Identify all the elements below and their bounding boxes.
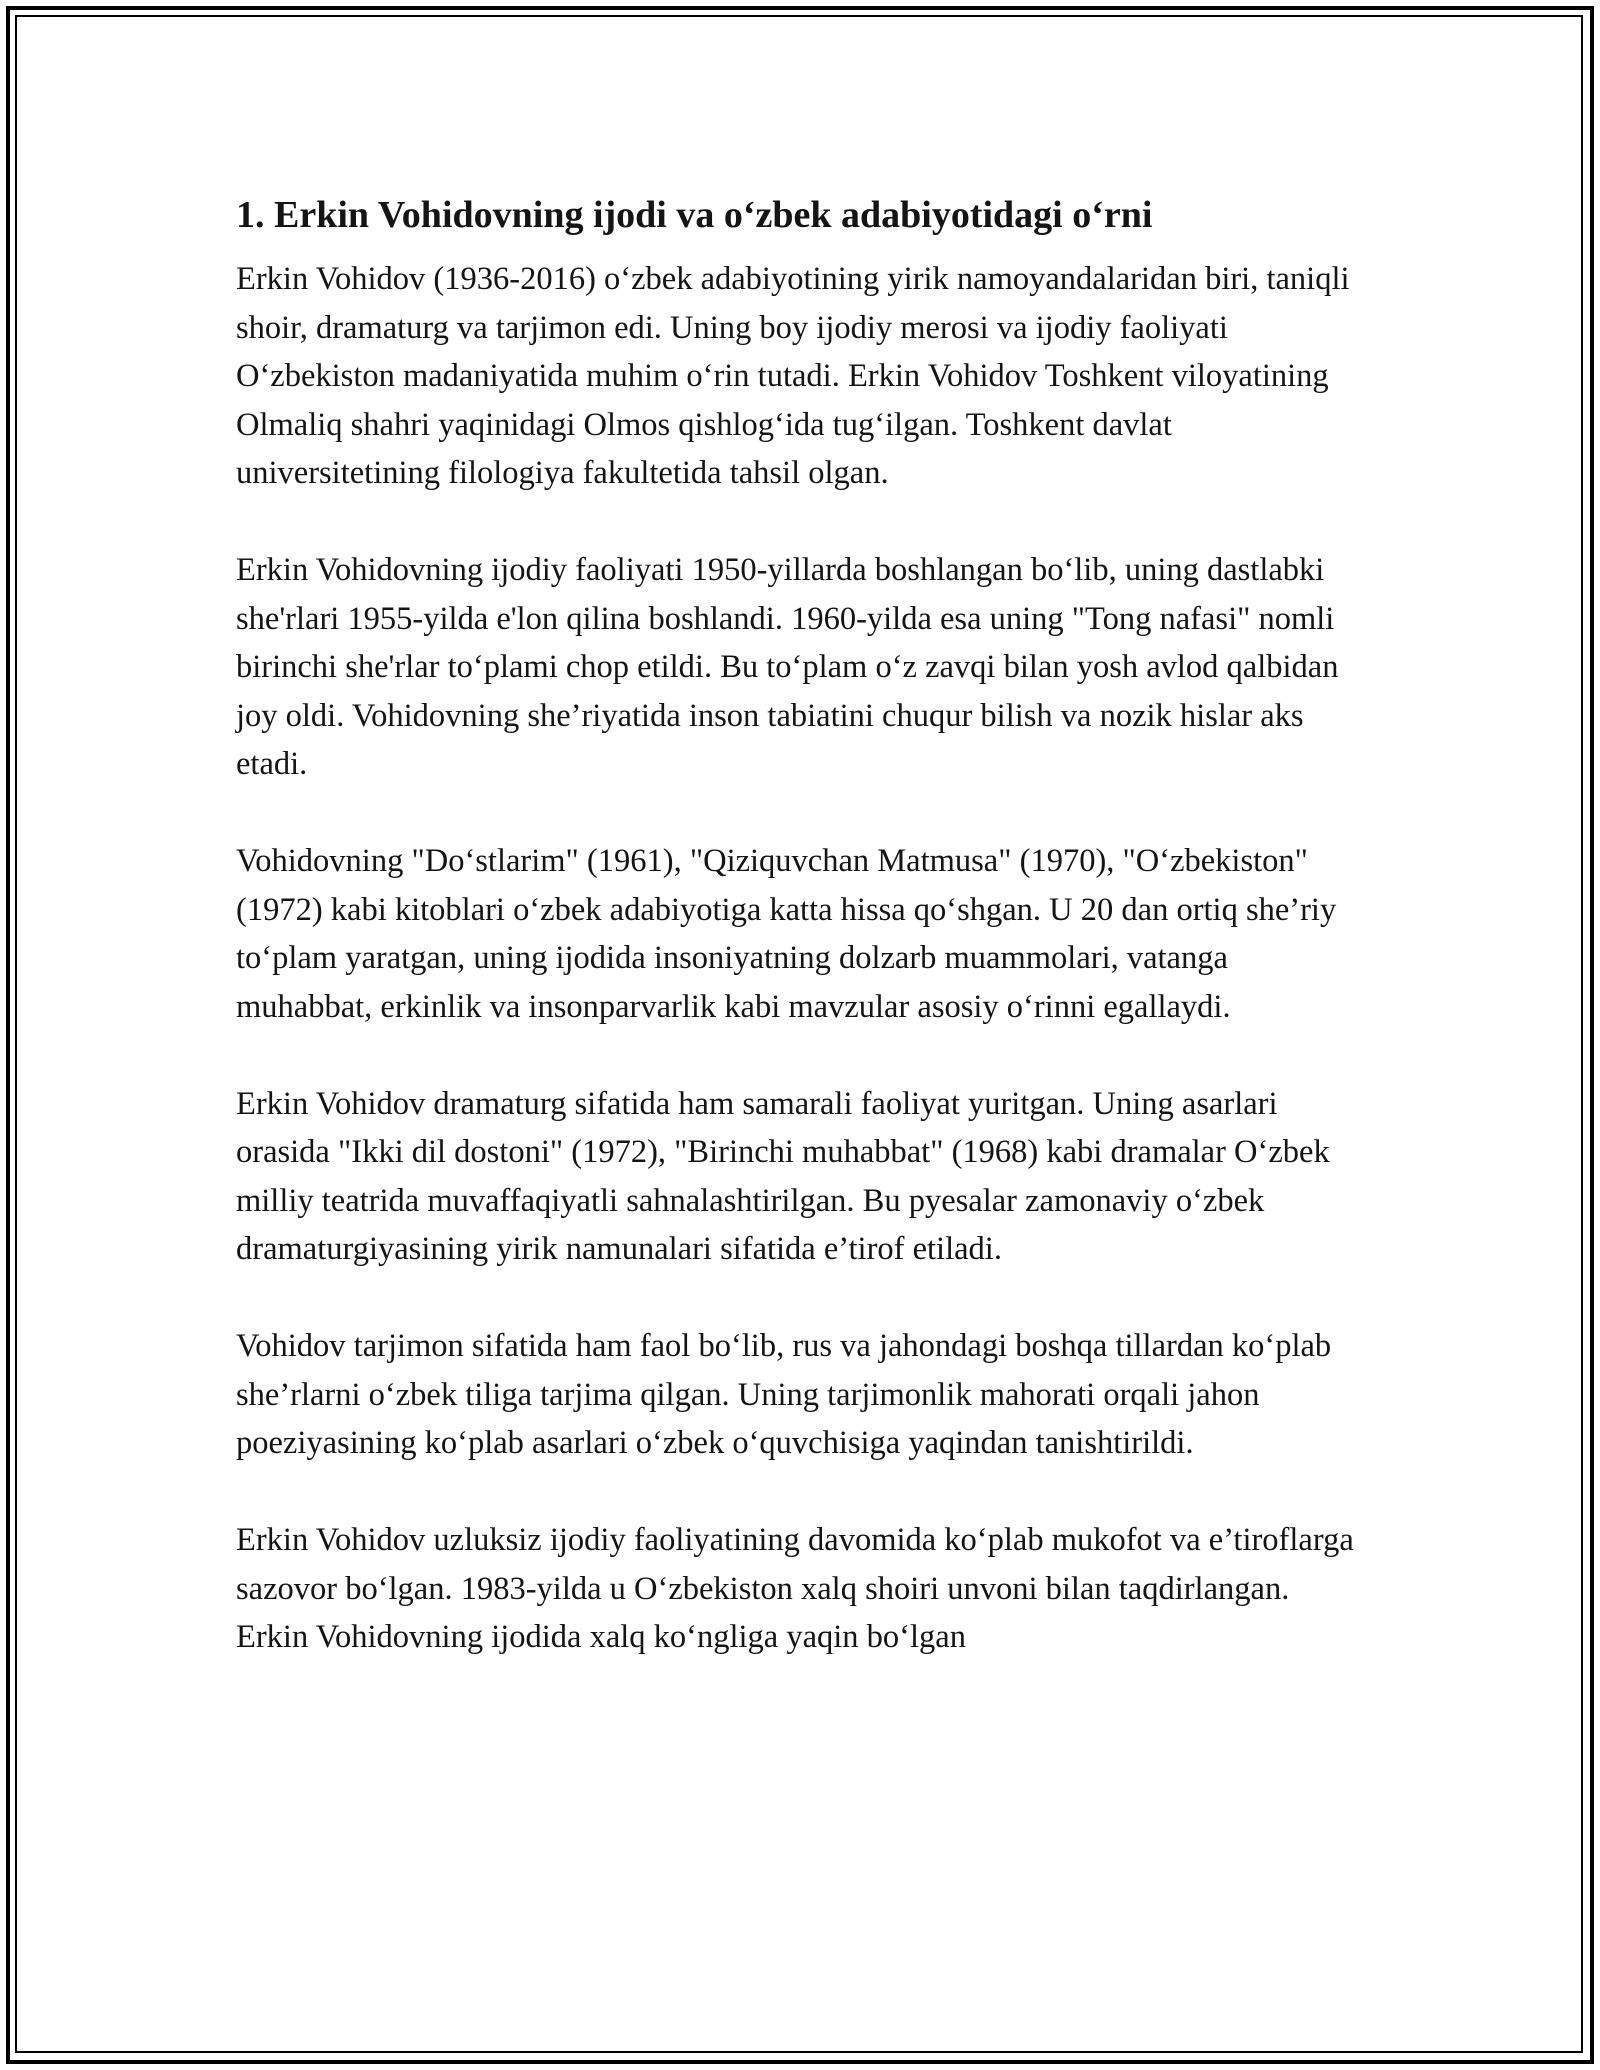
paragraph-awards: Erkin Vohidov uzluksiz ijodiy faoliyatining davomida ko‘plab mukofot va e’tiroflarga sazovor bo‘lgan. 1983-yilda u O‘zbekiston xalq shoiri unvoni bilan taqdirlangan. Erkin Vohidovning ijodida xalq ko‘ngliga yaqin bo‘lgan — [236, 1522, 1354, 1655]
paragraph-biography: Erkin Vohidov (1936-2016) o‘zbek adabiyotining yirik namoyandalaridan biri, taniqli shoir, dramaturg va tarjimon edi. Uning boy ijodiy merosi va ijodiy faoliyati O‘zbekiston madaniyatida muhim o‘rin tutadi. Erkin Vohidov Toshkent viloyatining Olmaliq shahri yaqinidagi Olmos qishlog‘ida tug‘ilgan. Toshkent davlat universitetining filologiya fakultetida tahsil olgan. — [236, 261, 1350, 491]
document-body — [236, 187, 1366, 1662]
paragraph-books: Vohidovning "Do‘stlarim" (1961), "Qiziquvchan Matmusa" (1970), "O‘zbekiston" (1972) kabi kitoblari o‘zbek adabiyotiga katta hissa qo‘shgan. U 20 dan ortiq she’riy to‘plam yaratgan, uning ijodida insoniyatning dolzarb muammolari, vatanga muhabbat, erkinlik va insonparvarlik kabi mavzular asosiy o‘rinni egallaydi. — [236, 843, 1337, 1025]
paragraph-drama: Erkin Vohidov dramaturg sifatida ham samarali faoliyat yuritgan. Uning asarlari orasida "Ikki dil dostoni" (1972), "Birinchi muhabbat" (1968) kabi dramalar O‘zbek milliy teatrida muvaffaqiyatli sahnalashtirilgan. Bu pyesalar zamonaviy o‘zbek dramaturgiyasining yirik namunalari sifatida e’tirof etiladi. — [236, 1085, 1330, 1267]
paragraph-translation: Vohidov tarjimon sifatida ham faol bo‘lib, rus va jahondagi boshqa tillardan ko‘plab she’rlarni o‘zbek tiliga tarjima qilgan. Uning tarjimonlik mahorati orqali jahon poeziyasining ko‘plab asarlari o‘zbek o‘quvchisiga yaqindan tanishtirildi. — [236, 1328, 1332, 1461]
paragraph-early-career: Erkin Vohidovning ijodiy faoliyati 1950-yillarda boshlangan bo‘lib, uning dastlabki she'rlari 1955-yilda e'lon qilina boshlandi. 1960-yilda esa uning "Tong nafasi" nomli birinchi she'rlar to‘plami chop etildi. Bu to‘plam o‘z zavqi bilan yosh avlod qalbidan joy oldi. Vohidovning she’riyatida inson tabiatini chuqur bilish va nozik hislar aks etadi. — [236, 552, 1339, 782]
page-title: 1. Erkin Vohidovning ijodi va o‘zbek adabiyotidagi o‘rni — [236, 194, 1153, 236]
